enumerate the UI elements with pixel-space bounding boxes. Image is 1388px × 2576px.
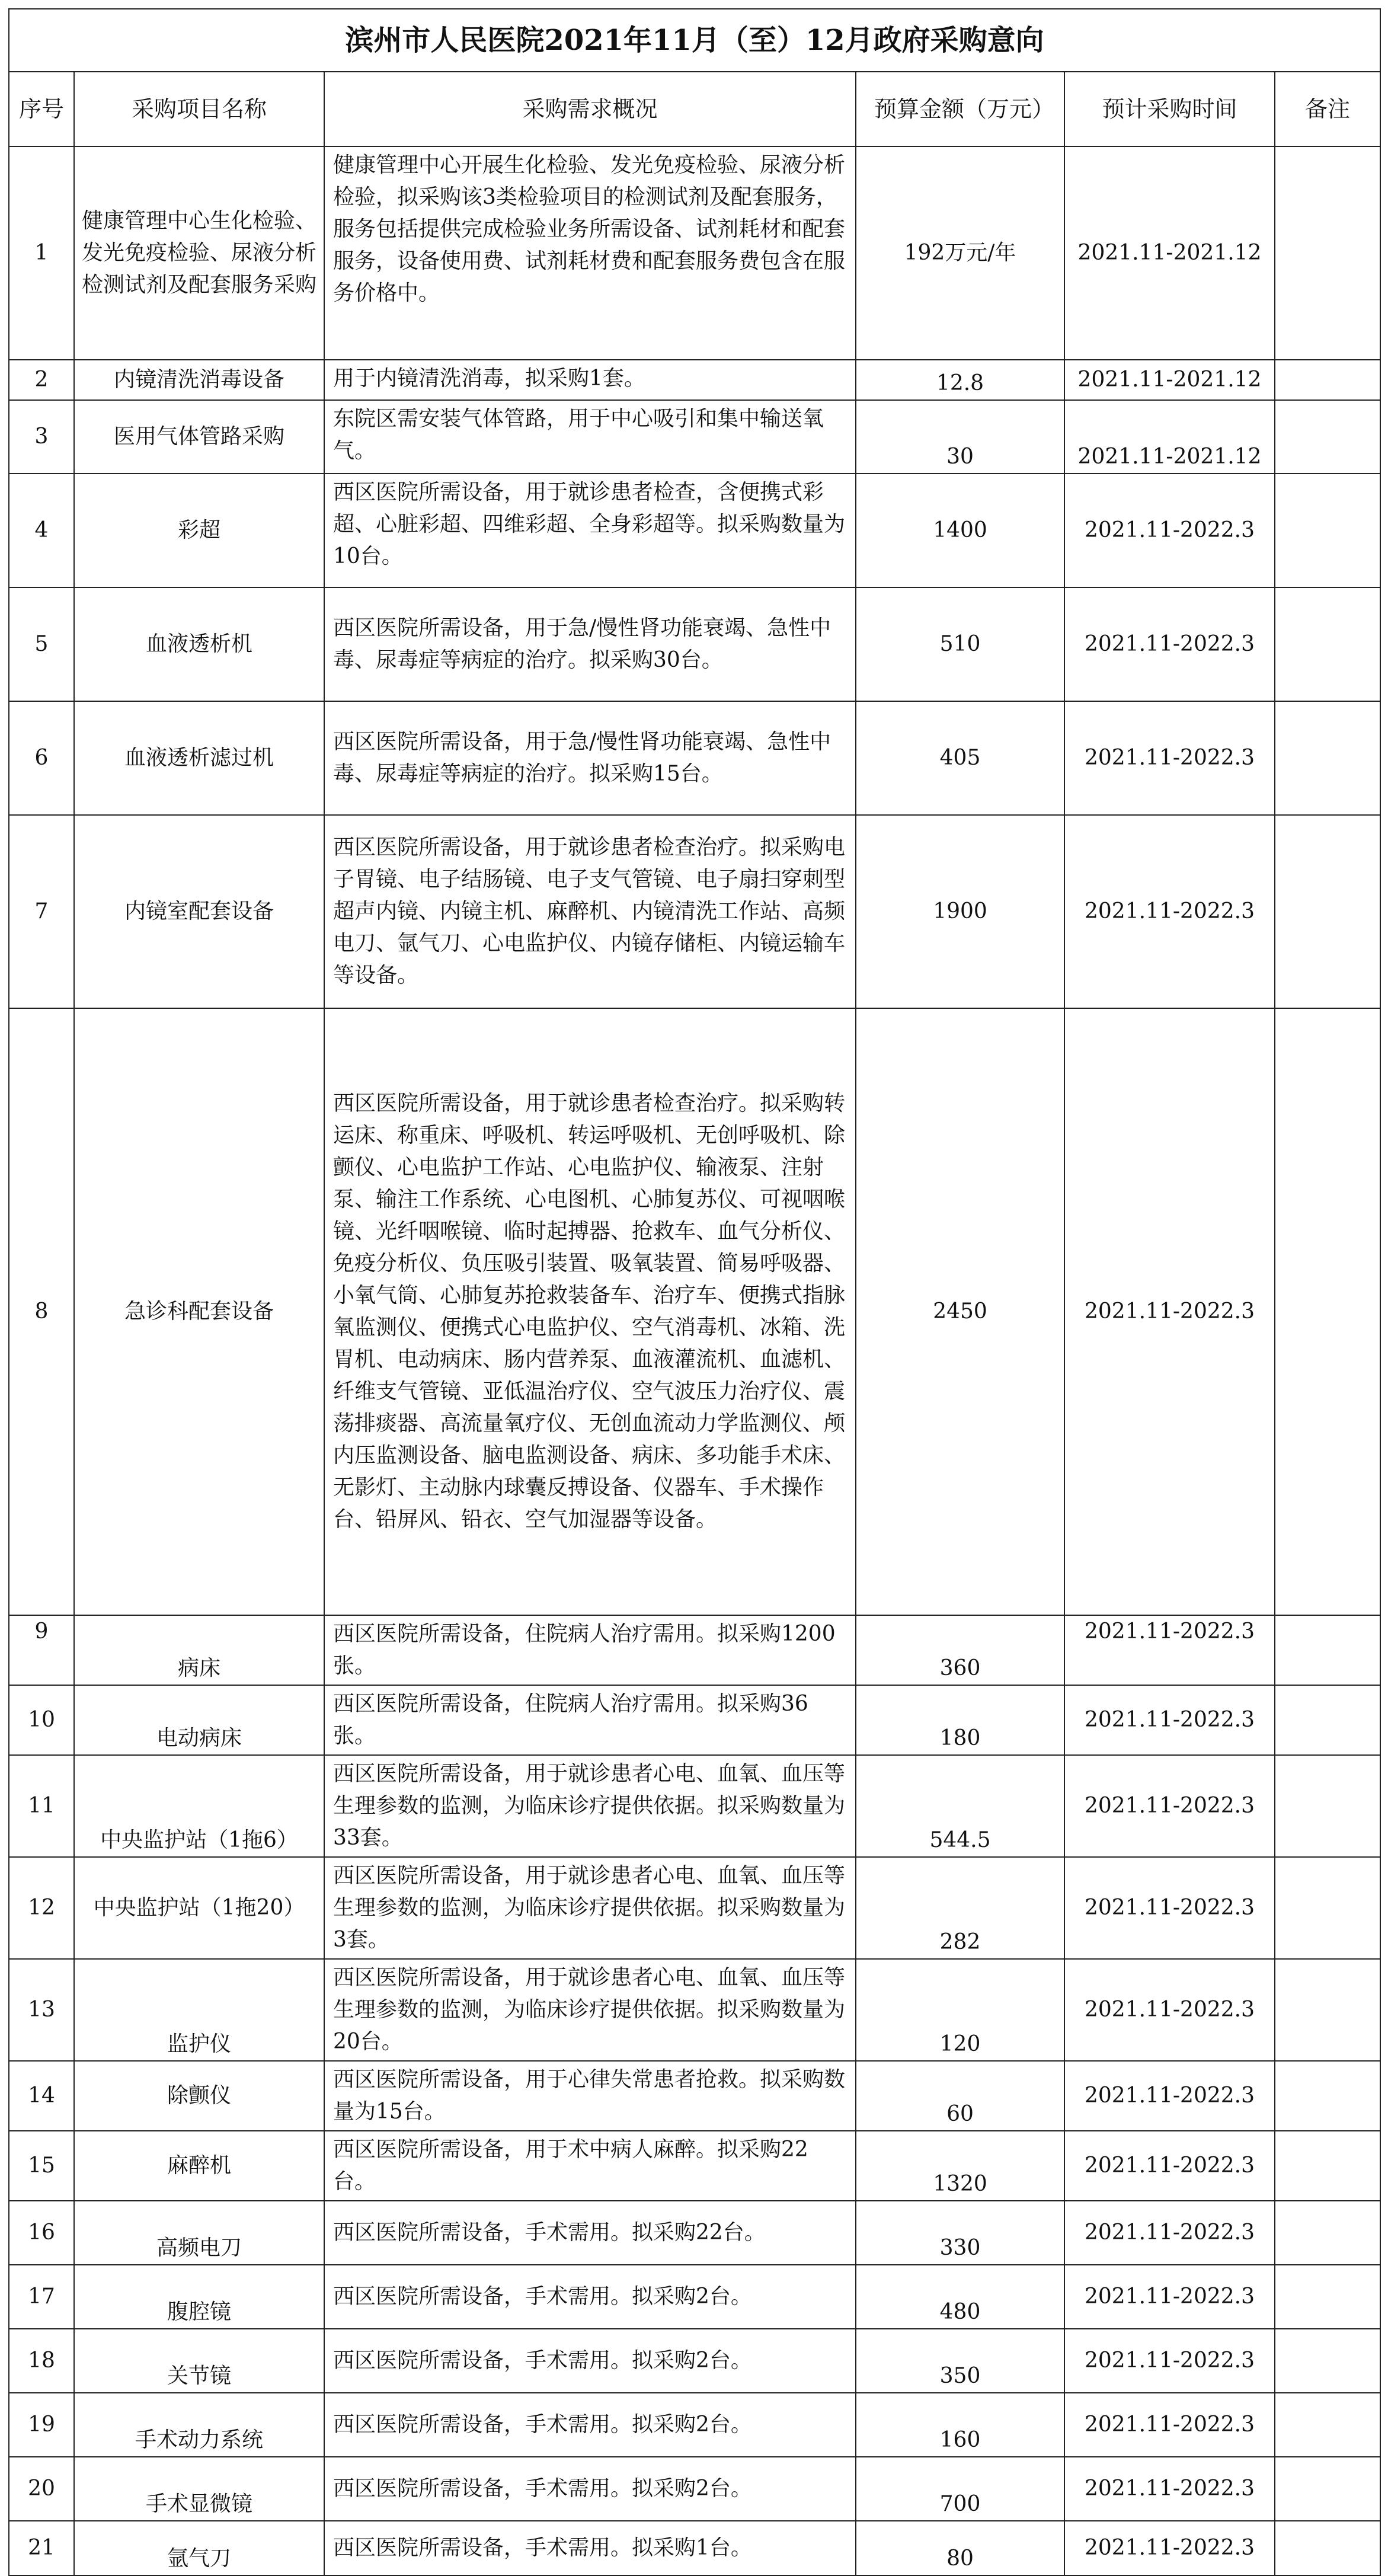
row-seq: 15 [9, 2131, 74, 2201]
header-time: 预计采购时间 [1064, 72, 1275, 146]
row-note [1275, 1959, 1380, 2061]
row-budget: 350 [856, 2329, 1064, 2393]
table-row [9, 2131, 1380, 2201]
row-budget: 510 [856, 587, 1064, 701]
table-row [9, 2201, 1380, 2265]
row-seq: 7 [9, 815, 74, 1008]
header-row [9, 72, 1380, 146]
row-item-name: 医用气体管路采购 [74, 400, 324, 474]
row-item-name: 中央监护站（1拖6） [74, 1755, 324, 1857]
row-budget: 1900 [856, 815, 1064, 1008]
row-description: 西区医院所需设备，手术需用。拟采购2台。 [324, 2265, 856, 2329]
row-seq: 10 [9, 1685, 74, 1755]
row-note [1275, 587, 1380, 701]
row-note [1275, 2265, 1380, 2329]
row-budget: 360 [856, 1615, 1064, 1685]
row-budget: 330 [856, 2201, 1064, 2265]
row-note [1275, 2061, 1380, 2131]
row-budget: 60 [856, 2061, 1064, 2131]
row-seq: 17 [9, 2265, 74, 2329]
row-item-name: 彩超 [74, 474, 324, 587]
row-seq: 13 [9, 1959, 74, 2061]
header-desc: 采购需求概况 [324, 72, 856, 146]
row-budget: 2450 [856, 1008, 1064, 1615]
row-item-name: 内镜清洗消毒设备 [74, 360, 324, 400]
row-budget: 30 [856, 400, 1064, 474]
row-item-name: 氩气刀 [74, 2521, 324, 2575]
table-row [9, 146, 1380, 360]
row-note [1275, 815, 1380, 1008]
row-time: 2021.11-2022.3 [1064, 1685, 1275, 1755]
row-description: 西区医院所需设备，用于术中病人麻醉。拟采购22台。 [324, 2131, 856, 2201]
table-row [9, 2457, 1380, 2521]
row-item-name: 内镜室配套设备 [74, 815, 324, 1008]
row-note [1275, 1615, 1380, 1685]
row-seq: 5 [9, 587, 74, 701]
row-budget: 544.5 [856, 1755, 1064, 1857]
row-time: 2021.11-2022.3 [1064, 2265, 1275, 2329]
row-description: 西区医院所需设备，用于急/慢性肾功能衰竭、急性中毒、尿毒症等病症的治疗。拟采购30台。 [324, 587, 856, 701]
row-budget: 700 [856, 2457, 1064, 2521]
table-row [9, 2393, 1380, 2457]
table-row [9, 1685, 1380, 1755]
row-note [1275, 1685, 1380, 1755]
row-description: 东院区需安装气体管路，用于中心吸引和集中输送氧气。 [324, 400, 856, 474]
row-note [1275, 400, 1380, 474]
row-item-name: 麻醉机 [74, 2131, 324, 2201]
row-time: 2021.11-2022.3 [1064, 2131, 1275, 2201]
row-seq: 16 [9, 2201, 74, 2265]
row-budget: 282 [856, 1857, 1064, 1959]
table-row [9, 1755, 1380, 1857]
table-row [9, 360, 1380, 400]
row-item-name: 手术动力系统 [74, 2393, 324, 2457]
row-description: 西区医院所需设备，用于就诊患者检查治疗。拟采购转运床、称重床、呼吸机、转运呼吸机、无创呼吸机、除颤仪、心电监护工作站、心电监护仪、输液泵、注射泵、输注工作系统、心电图机、心肺复苏仪、可视咽喉镜、光纤咽喉镜、临时起搏器、抢救车、血气分析仪、免疫分析仪、负压吸引装置、吸氧装置、简易呼吸器、小氧气筒、心肺复苏抢救装备车、治疗车、便携式指脉氧监测仪、便携式心电监护仪、空气消毒机、冰箱、洗胃机、电动病床、肠内营养泵、血液灌流机、血滤机、纤维支气管镜、亚低温治疗仪、空气波压力治疗仪、震荡排痰器、高流量氧疗仪、无创血流动力学监测仪、颅内压监测设备、脑电监测设备、病床、多功能手术床、无影灯、主动脉内球囊反搏设备、仪器车、手术操作台、铅屏风、铅衣、空气加湿器等设备。 [324, 1008, 856, 1615]
header-name: 采购项目名称 [74, 72, 324, 146]
row-time: 2021.11-2022.3 [1064, 2329, 1275, 2393]
row-time: 2021.11-2021.12 [1064, 360, 1275, 400]
row-time: 2021.11-2021.12 [1064, 146, 1275, 360]
row-note [1275, 2329, 1380, 2393]
row-time: 2021.11-2022.3 [1064, 2393, 1275, 2457]
row-time: 2021.11-2022.3 [1064, 2201, 1275, 2265]
row-note [1275, 1857, 1380, 1959]
table-row [9, 474, 1380, 587]
row-budget: 192万元/年 [856, 146, 1064, 360]
row-note [1275, 1008, 1380, 1615]
row-note [1275, 1755, 1380, 1857]
row-time: 2021.11-2022.3 [1064, 2061, 1275, 2131]
row-item-name: 腹腔镜 [74, 2265, 324, 2329]
row-note [1275, 2201, 1380, 2265]
row-seq: 1 [9, 146, 74, 360]
row-note [1275, 2521, 1380, 2575]
row-budget: 480 [856, 2265, 1064, 2329]
row-time: 2021.11-2022.3 [1064, 587, 1275, 701]
row-description: 用于内镜清洗消毒，拟采购1套。 [324, 360, 856, 400]
row-description: 西区医院所需设备，用于就诊患者心电、血氧、血压等生理参数的监测，为临床诊疗提供依据。拟采购数量为20台。 [324, 1959, 856, 2061]
header-budget: 预算金额（万元） [856, 72, 1064, 146]
header-seq: 序号 [9, 72, 74, 146]
row-time: 2021.11-2022.3 [1064, 1008, 1275, 1615]
row-budget: 405 [856, 701, 1064, 815]
table-row [9, 1959, 1380, 2061]
row-seq: 12 [9, 1857, 74, 1959]
table-row [9, 400, 1380, 474]
row-description: 西区医院所需设备，手术需用。拟采购1台。 [324, 2521, 856, 2575]
header-note: 备注 [1275, 72, 1380, 146]
row-description: 西区医院所需设备，用于急/慢性肾功能衰竭、急性中毒、尿毒症等病症的治疗。拟采购15台。 [324, 701, 856, 815]
table-row [9, 2061, 1380, 2131]
row-budget: 80 [856, 2521, 1064, 2575]
row-item-name: 电动病床 [74, 1685, 324, 1755]
procurement-table [8, 8, 1381, 2576]
row-time: 2021.11-2022.3 [1064, 1615, 1275, 1685]
row-time: 2021.11-2022.3 [1064, 701, 1275, 815]
row-budget: 120 [856, 1959, 1064, 2061]
row-description: 西区医院所需设备，住院病人治疗需用。拟采购1200张。 [324, 1615, 856, 1685]
row-note [1275, 2131, 1380, 2201]
row-item-name: 除颤仪 [74, 2061, 324, 2131]
row-budget: 1320 [856, 2131, 1064, 2201]
table-row [9, 1857, 1380, 1959]
row-seq: 18 [9, 2329, 74, 2393]
row-description: 西区医院所需设备，用于就诊患者检查治疗。拟采购电子胃镜、电子结肠镜、电子支气管镜、电子扇扫穿刺型超声内镜、内镜主机、麻醉机、内镜清洗工作站、高频电刀、氩气刀、心电监护仪、内镜存储柜、内镜运输车等设备。 [324, 815, 856, 1008]
table-row [9, 815, 1380, 1008]
row-note [1275, 701, 1380, 815]
row-description: 西区医院所需设备，住院病人治疗需用。拟采购36张。 [324, 1685, 856, 1755]
row-time: 2021.11-2022.3 [1064, 1857, 1275, 1959]
row-budget: 180 [856, 1685, 1064, 1755]
row-seq: 20 [9, 2457, 74, 2521]
row-note [1275, 2457, 1380, 2521]
row-note [1275, 146, 1380, 360]
row-seq: 4 [9, 474, 74, 587]
row-description: 西区医院所需设备，用于就诊患者心电、血氧、血压等生理参数的监测，为临床诊疗提供依据。拟采购数量为3套。 [324, 1857, 856, 1959]
row-note [1275, 360, 1380, 400]
table-row [9, 2521, 1380, 2575]
table-row [9, 2329, 1380, 2393]
row-item-name: 中央监护站（1拖20） [74, 1857, 324, 1959]
row-item-name: 血液透析机 [74, 587, 324, 701]
row-seq: 2 [9, 360, 74, 400]
row-item-name: 关节镜 [74, 2329, 324, 2393]
row-description: 西区医院所需设备，手术需用。拟采购2台。 [324, 2457, 856, 2521]
row-seq: 19 [9, 2393, 74, 2457]
table-row [9, 587, 1380, 701]
row-seq: 14 [9, 2061, 74, 2131]
table-row [9, 1615, 1380, 1685]
row-seq: 6 [9, 701, 74, 815]
row-description: 西区医院所需设备，用于就诊患者检查，含便携式彩超、心脏彩超、四维彩超、全身彩超等。拟采购数量为10台。 [324, 474, 856, 587]
row-description: 西区医院所需设备，手术需用。拟采购2台。 [324, 2329, 856, 2393]
table-row [9, 701, 1380, 815]
row-budget: 12.8 [856, 360, 1064, 400]
row-note [1275, 2393, 1380, 2457]
row-time: 2021.11-2022.3 [1064, 2457, 1275, 2521]
row-time: 2021.11-2022.3 [1064, 1755, 1275, 1857]
row-time: 2021.11-2022.3 [1064, 1959, 1275, 2061]
row-description: 健康管理中心开展生化检验、发光免疫检验、尿液分析检验，拟采购该3类检验项目的检测试剂及配套服务，服务包括提供完成检验业务所需设备、试剂耗材和配套服务，设备使用费、试剂耗材费和配套服务费包含在服务价格中。 [324, 146, 856, 360]
row-budget: 160 [856, 2393, 1064, 2457]
row-description: 西区医院所需设备，用于就诊患者心电、血氧、血压等生理参数的监测，为临床诊疗提供依据。拟采购数量为33套。 [324, 1755, 856, 1857]
row-item-name: 高频电刀 [74, 2201, 324, 2265]
row-description: 西区医院所需设备，手术需用。拟采购2台。 [324, 2393, 856, 2457]
table-row [9, 2265, 1380, 2329]
row-item-name: 健康管理中心生化检验、发光免疫检验、尿液分析检测试剂及配套服务采购 [74, 146, 324, 360]
row-item-name: 手术显微镜 [74, 2457, 324, 2521]
page-title: 滨州市人民医院2021年11月（至）12月政府采购意向 [9, 9, 1380, 72]
row-item-name: 血液透析滤过机 [74, 701, 324, 815]
row-time: 2021.11-2022.3 [1064, 2521, 1275, 2575]
row-item-name: 病床 [74, 1615, 324, 1685]
row-note [1275, 474, 1380, 587]
table-row [9, 1008, 1380, 1615]
row-time: 2021.11-2022.3 [1064, 815, 1275, 1008]
row-item-name: 监护仪 [74, 1959, 324, 2061]
row-seq: 9 [9, 1615, 74, 1685]
row-budget: 1400 [856, 474, 1064, 587]
row-time: 2021.11-2021.12 [1064, 400, 1275, 474]
row-time: 2021.11-2022.3 [1064, 474, 1275, 587]
row-seq: 3 [9, 400, 74, 474]
row-seq: 8 [9, 1008, 74, 1615]
row-seq: 21 [9, 2521, 74, 2575]
row-description: 西区医院所需设备，用于心律失常患者抢救。拟采购数量为15台。 [324, 2061, 856, 2131]
row-seq: 11 [9, 1755, 74, 1857]
row-item-name: 急诊科配套设备 [74, 1008, 324, 1615]
row-description: 西区医院所需设备，手术需用。拟采购22台。 [324, 2201, 856, 2265]
